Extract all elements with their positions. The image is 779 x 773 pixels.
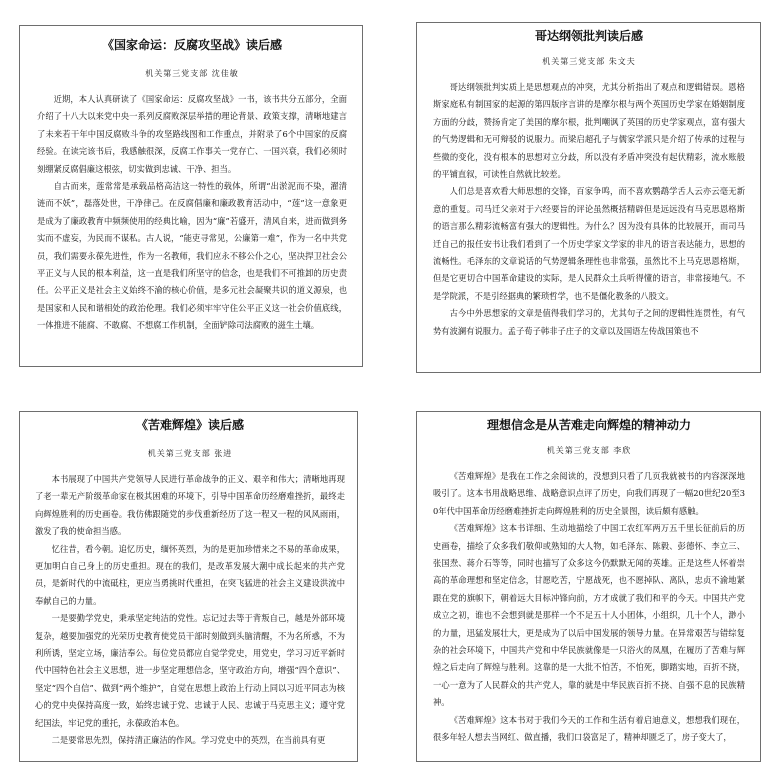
card-author: 机关第三党支部 沈佳敏 (145, 69, 239, 78)
card-paragraph: 《苦难辉煌》是我在工作之余阅读的，没想到只看了几页我就被书的内容深深地吸引了。这本书用战略思维、战略意识点评了历史，向我们再现了一幅20世纪20至30年代中国革命历经磨难挫折走向辉煌胜利的历史全景图，读后颇有感触。 (433, 471, 745, 516)
card-paragraph: 人们总是喜欢看大师思想的交锋，百家争鸣，而不喜欢鹦鹉学舌人云亦云毫无新意的重复。司马迁父亲对于六经要旨的评论虽然概括精辟但是远远没有马克思恩格斯的语言那么精彩流畅富有强大的逻辑性。为什么？因为没有具体的比较展开，而司马迁自己的报任安书让我们看到了一个历史学家文学家的非凡的语言表达能力，思想的流畅性。毛泽东的文章说话的气势逻辑条理性也非常强，虽然比不上马克思恩格斯，但是它更切合中国革命建设的实际，是人民群众土兵听得懂的语言，非常接地气。不是学院派，不是引经据典的繁琐哲学，也不是僵化教条的八股文。 (433, 186, 745, 301)
card-paragraph: 近期，本人认真研读了《国家命运：反腐攻坚战》一书，该书共分五部分，全面介绍了十八大以来党中央一系列反腐败深层举措的理论背景、政策支撑，清晰地建言了未来若干年中国反腐败斗争的攻坚路线图和工作重点，并附录了6个中国家的反腐经验。在读完该书后，我感触很深，反腐工作事关一党存亡、一国兴衰，我们必须时刻绷紧反腐倡廉这根弦，切实做到忠诚、干净、担当。 (37, 94, 347, 174)
card-paragraph: 哥达纲领批判实质上是思想观点的冲突，尤其分析指出了观点和逻辑错误。恩格斯家庭私有制国家的起源的第四版序言讲的是摩尔根与两个英国历史学家在婚姻制度方面的分歧，赞扬肯定了美国的摩尔根，批判嘲讽了英国的历史学家观点，富有强大的气势逻辑和无可辩驳的说服力。而梁启超孔子与儒家学派只是介绍了传承的过程与些微的变化，没有根本的思想对立分歧，所以没有矛盾冲突没有起伏精彩，流水账般的平铺直叙，可读性自然就比较差。 (433, 82, 745, 180)
card-paragraph: 忆往昔，看今朝。追忆历史，缅怀英烈，为的是更加珍惜来之不易的革命成果，更加明白自己身上的历史重担。现在的我们，是改革发展大潮中成长起来的共产党员，是新时代的中流砥柱，更应当勇挑时代重担，在突飞猛进的社会主义建设洪流中奉献自己的力量。 (35, 543, 345, 606)
review-card-4 (416, 411, 761, 762)
card-title: 《国家命运：反腐攻坚战》读后感 (101, 38, 282, 52)
card-title: 哥达纲领批判读后感 (534, 29, 643, 43)
review-card-1 (19, 25, 363, 367)
card-paragraph: 本书展现了中国共产党领导人民进行革命战争的正义、艰辛和伟大；清晰地再现了老一辈无产阶级革命家在极其困难的环境下，引导中国革命历经磨难挫折，最终走向辉煌胜利的历史画卷。我仿佛跟随党的步伐重新经历了这一程又一程的风风雨雨，激发了我的使命担当感。 (35, 474, 345, 537)
card-title: 《苦难辉煌》读后感 (135, 418, 244, 432)
card-paragraph: 《苦难辉煌》这本书详细、生动地描绘了中国工农红军两万五千里长征前后的历史画卷，描绘了众多我们敬仰或熟知的大人物，如毛泽东、陈毅、彭德怀、李立三、张国焘、蒋介石等等，同时也描写了众多这今仍默默无闻的英雄。正是这些人怀着崇高的革命理想和坚定信念，甘愿吃苦，宁愿战死，也不愿掉队、离队，忠贞不渝地紧跟在党的旗帜下，朝着远大目标冲锋向前，方才成就了我们和平的今天。中国共产党成立之初，谁也不会想到就是那样一个不足五十人小团体，小组织，几十个人，渺小的力量，迅猛发展壮大，更是成为了以后中国发展的领导力量。在异常艰苦与错综复杂的社会环境下，中国共产党和中华民族就像是一只浴火的凤凰，在履历了苦难与辉煌之后走向了辉煌与胜利。这靠的是一大批不怕苦，不怕死，脚踏实地，百折不挠，一心一意为了人民群众的共产党人，靠的就是中华民族百折不挠、自强不息的民族精神。 (433, 523, 745, 708)
card-paragraph: 古今中外思想家的文章是值得我们学习的，尤其句子之间的逻辑性连贯性，有气势有波澜有说服力。孟子荀子韩非子庄子的文章以及国语左传战国策也不 (433, 308, 745, 336)
card-author: 机关第三党支部 张进 (147, 449, 233, 458)
card-paragraph: 二是要常思先烈，保持清正廉洁的作风。学习党史中的英烈，在当前具有更 (51, 735, 326, 746)
card-paragraph: 《苦难辉煌》这本书对于我们今天的工作和生活有着启迪意义，想想我们现在，很多年轻人想去当网红、做直播，我们口袋富足了，精神却匮乏了，房子变大了， (433, 714, 745, 743)
review-card-2 (416, 22, 761, 373)
card-title: 理想信念是从苦难走向辉煌的精神动力 (486, 418, 691, 432)
review-card-3 (19, 411, 358, 762)
card-paragraph: 一是要勤学党史，秉承坚定纯洁的党性。忘记过去等于背叛自己，越是外部环境复杂，越要加强党的光荣历史教育使党员干部时刻做到头脑清醒，不为名所惑，不为利所诱，坚定立场，廉洁奉公。每位党员都应自觉学党史，用党史，学习习近平新时代中国特色社会主义思想，进一步坚定理想信念，坚守政治方向，增强“四个意识”、坚定“四个自信”、做到“两个维护”，自觉在思想上政治上行动上同以习近平同志为核心的党中央保持高度一致，始终忠诚于党、忠诚于人民、忠诚于马克思主义；遵守党纪国法，牢记党的重托，永葆政治本色。 (35, 613, 345, 728)
card-author: 机关第三党支部 朱文夫 (542, 57, 636, 66)
card-paragraph: 自古而来，莲常常是承载品格高洁这一特性的载体，所谓“出淤泥而不染，濯清涟而不妖”，磊落处世，干净律己。在反腐倡廉和廉政教育活动中，“莲”这一意象更是成为了廉政教育中频频使用的经典比喻，因为“廉”若盛开，清风自来，进而做到务实而不虚妄，为民而不谋私。古人说，“能吏寻常见，公廉第一难”，作为一名中共党员，我们需要永葆先进性，作为一名教师，我们应永不移公仆之心，坚决捍卫社会公平正义与人民的根本利益，这一直是我们所坚守的信念，也是我们不可推卸的历史责任。公平正义是社会主义始终不渝的核心价值，是多元社会凝聚共识的道义源泉，也是国家和人民和谐相处的政治伦理。我们必须牢牢守住公平正义这一社会价值底线，一体推进不能腐、不敢腐、不想腐工作机制，全面铲除司法腐败的滋生土壤。 (37, 181, 347, 331)
card-author: 机关第三党支部 李欣 (546, 446, 632, 455)
